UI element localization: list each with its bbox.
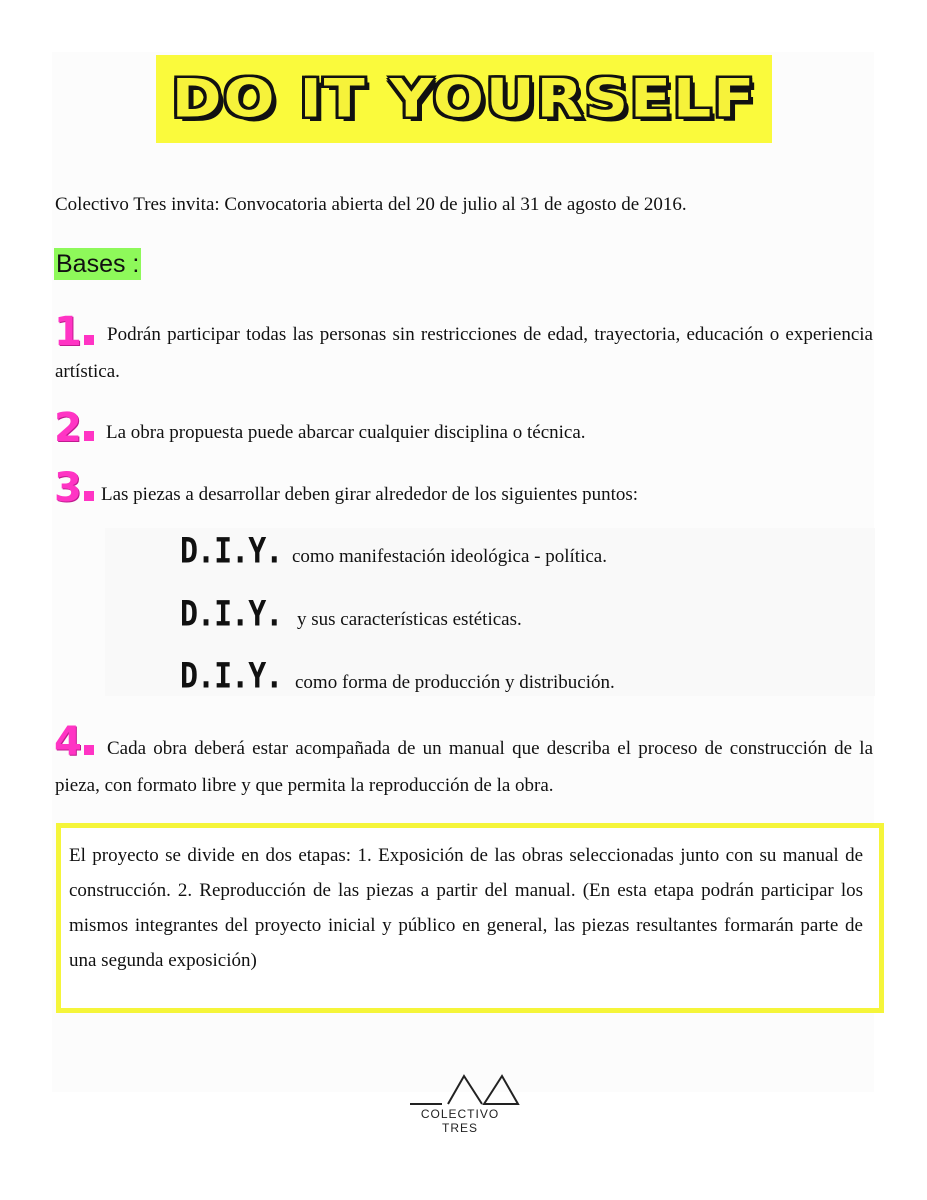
diy-logo-1: D.I.Y.	[180, 531, 283, 572]
item-text-4: Cada obra deberá estar acompañada de un manual que describa el proceso de construcción de la pieza, con formato libre y que permita la reproducción de la obra.	[55, 738, 873, 796]
project-note-text: El proyecto se divide en dos etapas: 1. Exposición de las obras seleccionadas junto con su manual de construcción. 2. Reproducción de las piezas a partir del manual. (En esta etapa podrán participar los mismos integrantes del proyecto inicial y público en general, las piezas resultantes formarán parte de una segunda exposición)	[69, 845, 863, 971]
item-text-1: Podrán participar todas las personas sin restricciones de edad, trayectoria, educación o experiencia artística.	[55, 324, 873, 382]
diy-point-3: como forma de producción y distribución.	[295, 672, 615, 693]
invite-line: Colectivo Tres invita: Convocatoria abierta del 20 de julio al 31 de agosto de 2016.	[55, 194, 687, 215]
item-number-2: 2	[54, 408, 94, 448]
item-text-2: La obra propuesta puede abarcar cualquier disciplina o técnica.	[106, 422, 586, 443]
bases-heading: Bases :	[56, 250, 140, 278]
item-text-3: Las piezas a desarrollar deben girar alrededor de los siguientes puntos:	[101, 484, 639, 505]
item-number-4: 4	[54, 722, 94, 762]
diy-logo-2: D.I.Y.	[180, 594, 283, 635]
diy-logo-3: D.I.Y.	[180, 656, 283, 697]
diy-point-2: y sus características estéticas.	[297, 609, 522, 630]
item-number-1: 1	[54, 312, 94, 352]
page-title: DO IT YOURSELF	[171, 68, 757, 130]
logo-caption: COLECTIVO TRES	[420, 1107, 500, 1135]
project-note-box	[56, 823, 884, 1013]
title-banner	[156, 55, 772, 143]
item-number-3: 3	[54, 468, 94, 508]
diy-point-1: como manifestación ideológica - política.	[292, 546, 607, 567]
